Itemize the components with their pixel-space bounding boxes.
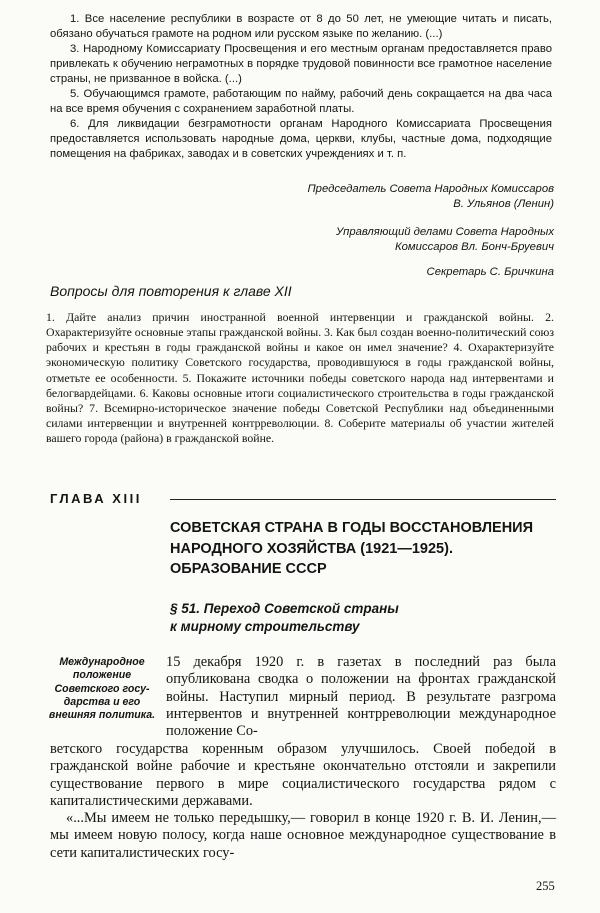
decree-text (50, 12, 552, 162)
section-title (170, 600, 560, 635)
chapter-title-line-3: ОБРАЗОВАНИЕ СССР (170, 561, 327, 577)
decree-paragraph-6: 6. Для ликвидации безграмотности органам Народного Комиссариата Просвещения предоставляется использовать народные дома, церкви, клубы, частные дома, подходящие помещения на фабриках, заводах и в советских учреждениях и т. п. (50, 118, 552, 160)
margin-note (40, 656, 164, 722)
section-title-line-2: к мирному строительству (170, 618, 360, 634)
chapter-title-line-2: НАРОДНОГО ХОЗЯЙСТВА (1921—1925). (170, 540, 453, 557)
chapter-label: ГЛАВА XIII (50, 491, 142, 506)
manager-line-2: Комиссаров Вл. Бонч-Бруевич (394, 241, 554, 253)
margin-note-line: Советского госу- (54, 682, 150, 695)
chairman-name: В. Ульянов (Ленин) (453, 198, 554, 210)
body-paragraph-narrow: 15 декабря 1920 г. в газетах в последний раз была опубликована сводка о положении на фронтах гражданской войны. Наступил мирный период. В результате разгрома интервентов и внутренней контрреволюции международное положение Со- (166, 654, 556, 740)
section-title-line-1: § 51. Переход Советской страны (170, 601, 399, 616)
decree-paragraph-1: 1. Все население республики в возрасте от 8 до 50 лет, не умеющие читать и писать, обязано обучаться грамоте на родном или русском языке по желанию. (...) (50, 13, 552, 40)
margin-note-line: внешняя политика. (48, 709, 156, 722)
questions-text: 1. Дайте анализ причин иностранной военной интервенции и гражданской войны. 2. Охарактеризуйте основные этапы гражданской войны. 3. Как был создан военно-политический союз рабочих и крестьян в годы гражданской войны и какое он имел значение? 4. Охарактеризуйте экономическую политику Советского государства, проводившуюся в годы гражданской войны, отметьте ее особенности. 5. Покажите источники победы советского народа над интервентами и белогвардейцами. 6. Каковы основные итоги социалистического строительства в годы гражданской войны? 7. Всемирно-историческое значение победы Советской Республики над объединенными силами интервенции и внутренней контрреволюции. 8. Соберите материалы об участии жителей вашего города (района) в гражданской войне. (46, 310, 554, 446)
chairman-title: Председатель Совета Народных Комиссаров (307, 183, 554, 195)
signature-secretary (427, 265, 554, 280)
signature-manager (336, 225, 554, 255)
chapter-title-line-1: СОВЕТСКАЯ СТРАНА В ГОДЫ ВОССТАНОВЛЕНИЯ (170, 520, 534, 536)
questions-heading: Вопросы для повторения к главе XII (50, 283, 292, 299)
decree-paragraph-3: 3. Народному Комиссариату Просвещения и его местным органам предоставляется право привлекать к обучению неграмотных в порядке трудовой повинности все грамотное население страны, не призванное в войска. (...) (50, 43, 552, 85)
margin-note-line: Международное (59, 656, 145, 668)
secretary-name: Секретарь С. Бричкина (426, 266, 554, 278)
chapter-divider (170, 499, 556, 500)
manager-line-1: Управляющий делами Совета Народных (336, 226, 554, 238)
margin-note-line: положение (72, 669, 132, 682)
body-quote: «...Мы имеем не только передышку,— говорил в конце 1920 г. В. И. Ленин,— мы имеем новую полосу, когда наше основное международное существование в сети капиталистических госу- (50, 810, 556, 861)
signature-chairman (308, 182, 555, 212)
body-paragraph-wide: ветского государства коренным образом улучшилось. Своей победой в гражданской войне рабочие и крестьяне окончательно отстояли и закрепили существование первого в мире социалистического государства рядом с капиталистическими державами. (50, 741, 556, 809)
chapter-title (170, 518, 560, 580)
decree-paragraph-5: 5. Обучающимся грамоте, работающим по найму, рабочий день сокращается на два часа на все время обучения с сохранением заработной платы. (50, 88, 552, 115)
page-number: 255 (536, 879, 555, 893)
margin-note-line: дарства и его (63, 695, 141, 708)
